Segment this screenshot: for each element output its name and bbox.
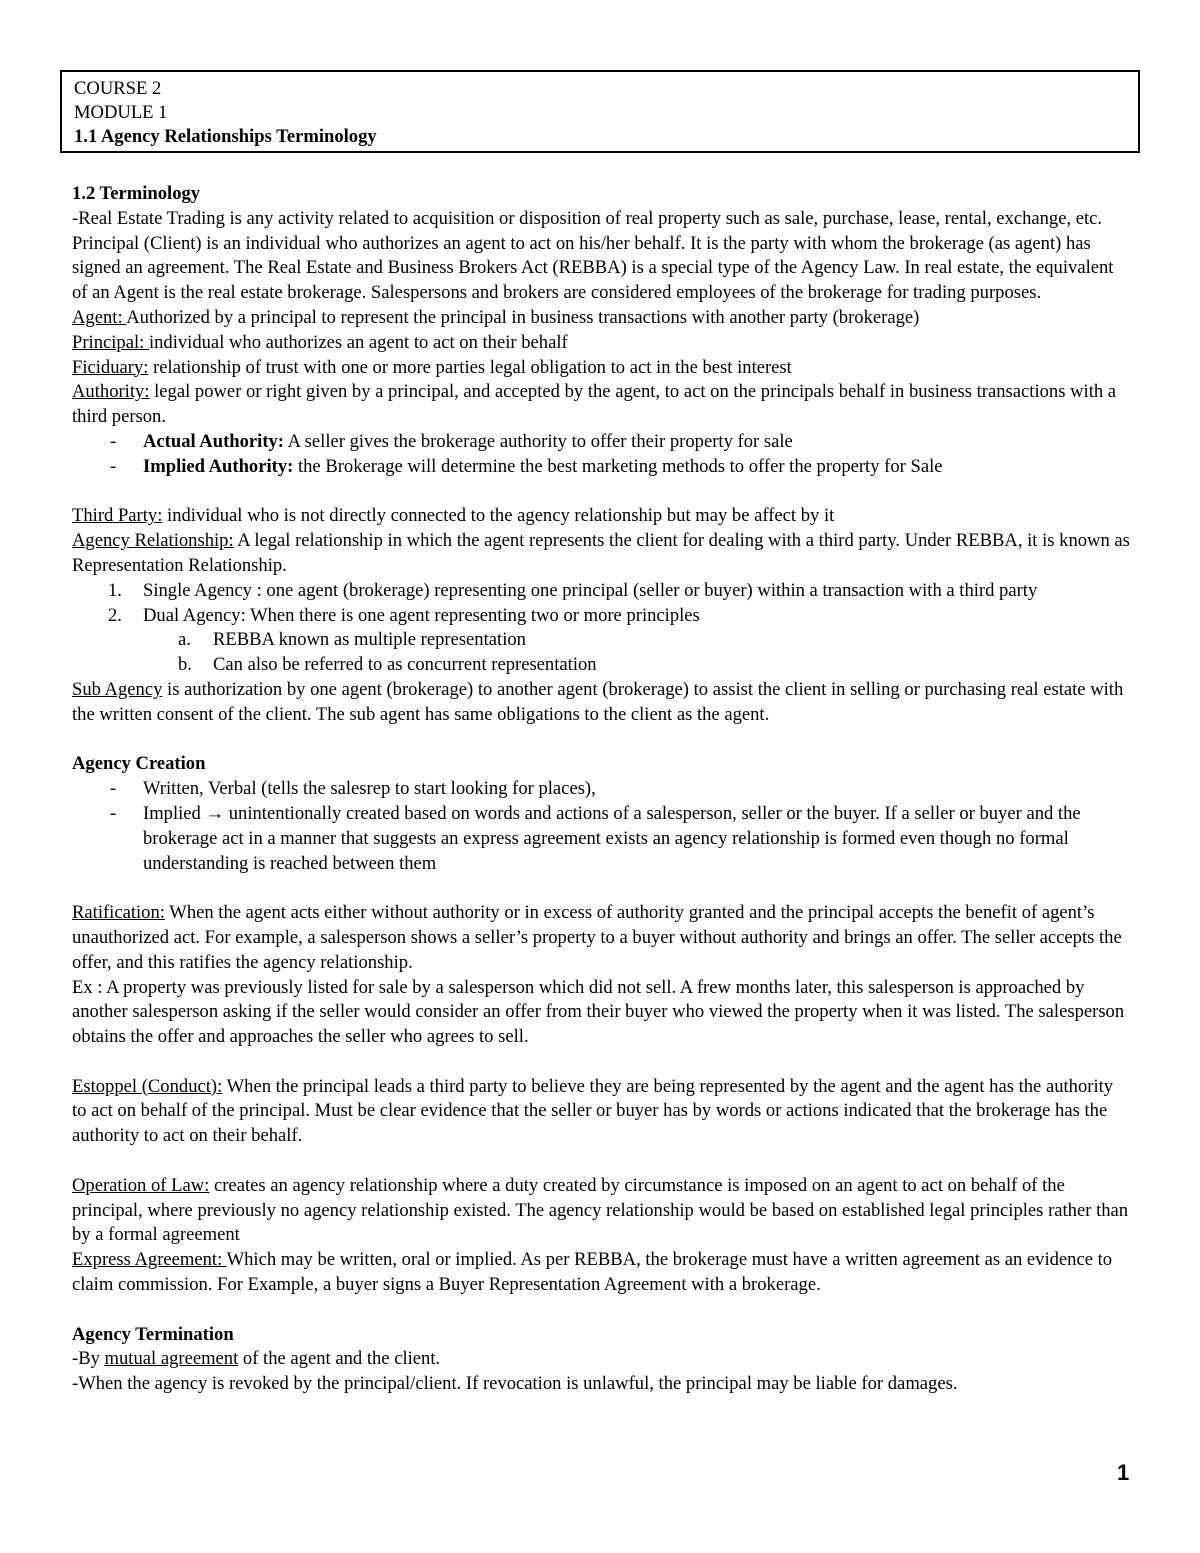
third-party-definition: Third Party: individual who is not directly connected to the agency relationship but may be affect by it (72, 505, 835, 527)
sub-agency-term: Sub Agency (72, 678, 163, 700)
termination-mutual: -By mutual agreement of the agent and the client. (72, 1348, 441, 1370)
agency-relationship-term: Agency Relationship: (72, 530, 234, 552)
agency-termination-heading: Agency Termination (72, 1323, 234, 1345)
authority-term: Authority: (72, 381, 150, 403)
agent-term: Agent: (72, 306, 127, 328)
ratification-definition: Ratification: When the agent acts either without authority or in excess of authority granted and the principal accepts the benefit of agent’s unauthorized act. For example, a salesperson shows a seller’s property to a buyer without authority and brings an offer. The seller accepts the offer, and this ratifies the agency relationship. (72, 902, 1122, 973)
list-item: b. Can also be referred to as concurrent representation (178, 654, 597, 676)
sub-agency-definition: Sub Agency is authorization by one agent (brokerage) to another agent (brokerage) to assist the client in selling or purchasing real estate with the written consent of the client. The sub agent has same obligations to the client as the agent. (72, 678, 1124, 725)
express-agreement-term: Express Agreement: (72, 1249, 227, 1271)
principal-term: Principal: (72, 331, 149, 353)
course-title: COURSE 2 (74, 78, 162, 99)
list-item: - Implied Authority: the Brokerage will determine the best marketing methods to offer the property for Sale (110, 455, 943, 477)
authority-definition: Authority: legal power or right given by a principal, and accepted by the agent, to act on the principals behalf in business transactions with a third person. (72, 381, 1117, 428)
module-header-box (60, 70, 1140, 153)
list-item: - Written, Verbal (tells the salesrep to start looking for places), (110, 778, 596, 800)
express-agreement-definition: Express Agreement: Which may be written, oral or implied. As per REBBA, the brokerage must have a written agreement as an evidence to claim commission. For Example, a buyer signs a Buyer Representation Agreement with a brokerage. (72, 1249, 1113, 1296)
agency-relationship-definition: Agency Relationship: A legal relationship in which the agent represents the client for dealing with a third party. Under REBBA, it is known as Representation Relationship. (72, 530, 1130, 576)
dual-agency-sublist (72, 628, 1132, 678)
page-number: 1 (1117, 1460, 1130, 1485)
document-body (72, 182, 1132, 1397)
estoppel-definition: Estoppel (Conduct): When the principal leads a third party to believe they are being represented by the agent and the agent has the authority to act on behalf of the principal. Must be clear evidence that the seller or buyer has by words or actions indicated that the brokerage has the authority to act on their behalf. (72, 1075, 1114, 1147)
list-item: - Actual Authority: A seller gives the brokerage authority to offer their property for sale (110, 430, 793, 452)
section-title: 1.1 Agency Relationships Terminology (74, 126, 377, 147)
list-item: - Implied → unintentionally created based on words and actions of a salesperson, seller or the buyer. If a seller or buyer and the brokerage act in a manner that suggests an express agreement exists an agency relationship is formed even though no formal understanding is reached between them (110, 802, 1081, 874)
agency-types-list (72, 579, 1132, 629)
ratification-term: Ratification: (72, 902, 165, 924)
terminology-intro: -Real Estate Trading is any activity related to acquisition or disposition of real property such as sale, purchase, lease, rental, exchange, etc. Principal (Client) is an individual who authorizes an agent to act on his/her behalf. It is the party with whom the brokerage (as agent) has signed an agreement. The Real Estate and Business Brokers Act (REBBA) is a special type of the Agency Law. In real estate, the equivalent of an Agent is the real estate brokerage. Salespersons and brokers are considered employees of the brokerage for trading purposes. (72, 207, 1114, 304)
list-item: 2. Dual Agency: When there is one agent representing two or more principles (108, 604, 700, 626)
terminology-heading: 1.2 Terminology (72, 183, 201, 204)
agency-creation-heading: Agency Creation (72, 753, 206, 775)
list-item: 1. Single Agency : one agent (brokerage) representing one principal (seller or buyer) within a transaction with a third party (108, 579, 1038, 601)
operation-of-law-term: Operation of Law: (72, 1174, 210, 1196)
list-item: a. REBBA known as multiple representation (178, 629, 526, 651)
third-party-term: Third Party: (72, 505, 163, 527)
estoppel-term: Estoppel (Conduct): (72, 1075, 223, 1097)
fiduciary-definition: Ficiduary: relationship of trust with one or more parties legal obligation to act in the best interest (72, 356, 792, 378)
termination-revoked: -When the agency is revoked by the principal/client. If revocation is unlawful, the principal may be liable for damages. (72, 1373, 958, 1395)
fiduciary-term: Ficiduary: (72, 356, 149, 378)
ratification-example: Ex : A property was previously listed for sale by a salesperson which did not sell. A frew months later, this salesperson is approached by another salesperson asking if the seller would consider an offer from their buyer who viewed the property when it was listed. The salesperson obtains the offer and approaches the seller who agrees to sell. (72, 976, 1125, 1048)
agency-creation-list (72, 777, 1132, 876)
module-title: MODULE 1 (74, 102, 168, 123)
agent-definition: Agent: Authorized by a principal to represent the principal in business transactions with another party (brokerage) (72, 306, 920, 328)
operation-of-law-definition: Operation of Law: creates an agency relationship where a duty created by circumstance is imposed on an agent to act on behalf of the principal, where previously no agency relationship existed. The agency relationship would be based on established legal principles rather than by a formal agreement (72, 1174, 1129, 1246)
principal-definition: Principal: individual who authorizes an agent to act on their behalf (72, 331, 568, 353)
authority-types-list (72, 430, 1132, 480)
mutual-agreement-term: mutual agreement (104, 1348, 239, 1370)
